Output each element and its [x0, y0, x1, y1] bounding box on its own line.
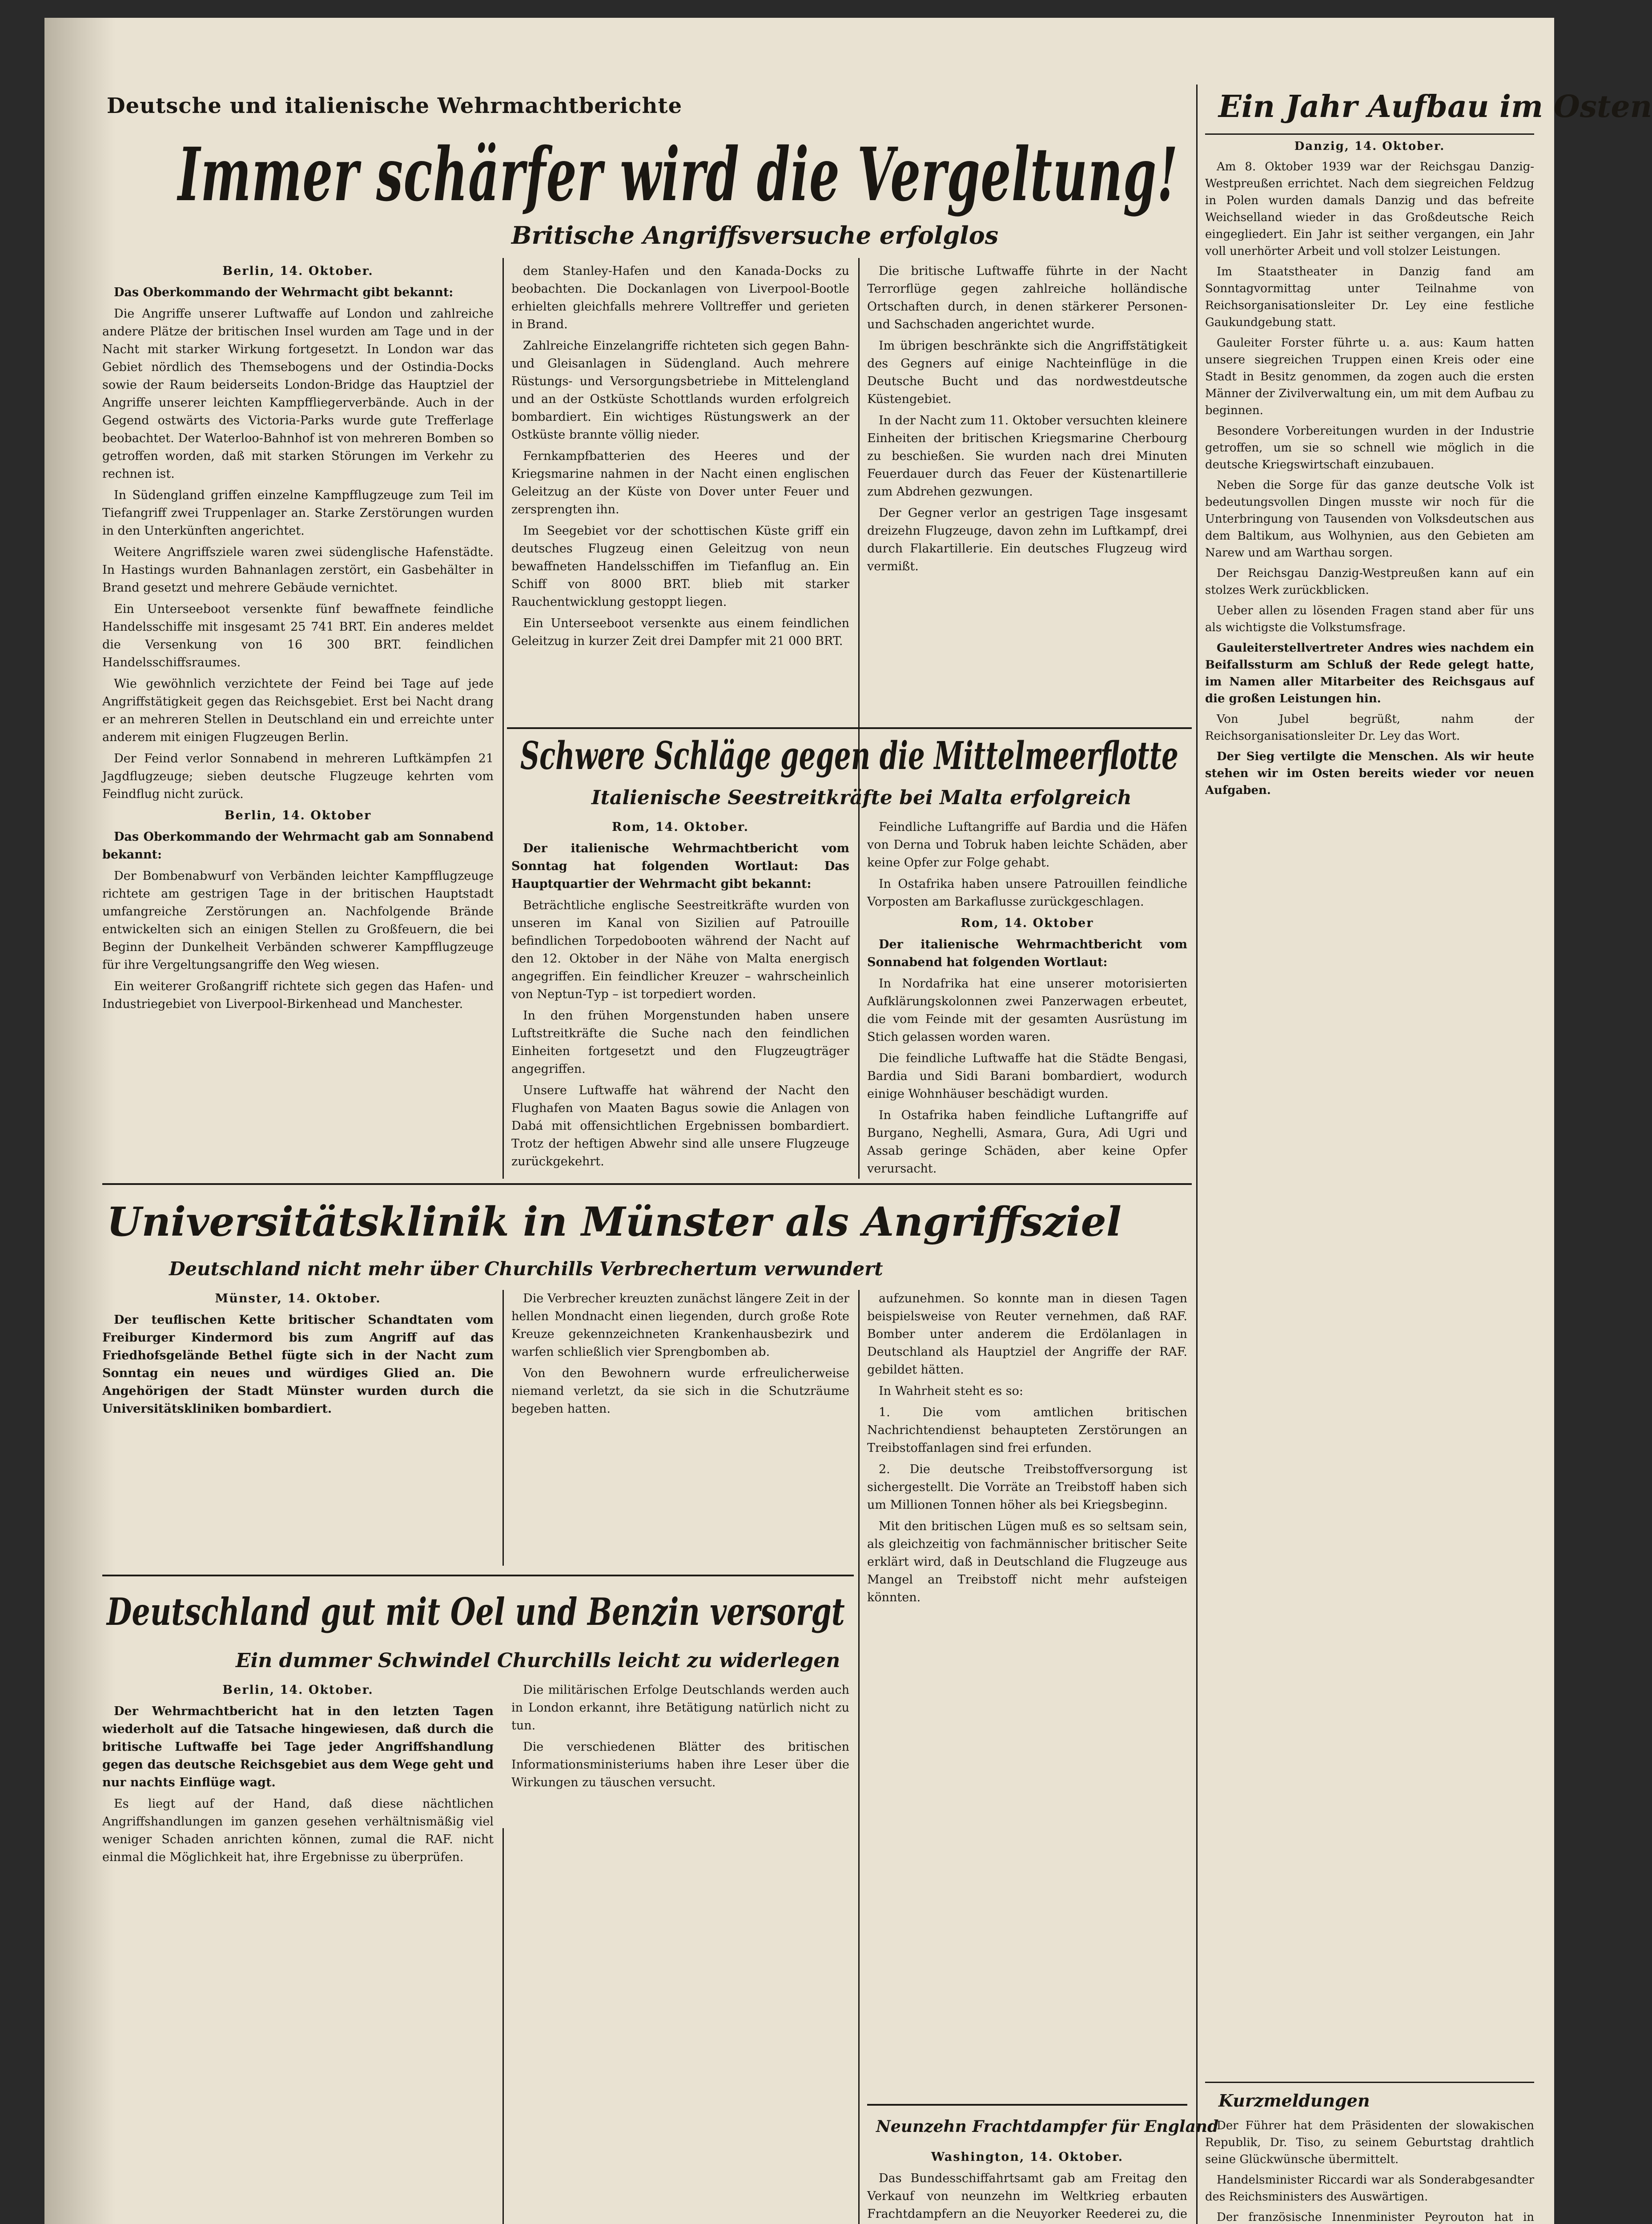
section-rule — [1205, 2082, 1534, 2083]
paragraph: aufzunehmen. So konnte man in diesen Tagen beispielsweise von Reuter vernehmen, daß RAF. Bomber unter anderem die Erdölanlagen in Deutschland als Hauptziel der Angriffe der RAF. gebildet hätten. — [867, 1292, 1187, 1377]
article-4-column-3 — [867, 1290, 1187, 2091]
paragraph: Der Sieg vertilgte die Menschen. Als wir heute stehen wir im Osten bereits wieder vor neuen Aufgaben. — [1205, 750, 1534, 797]
paragraph: Der teuflischen Kette britischer Schandtaten vom Freiburger Kindermord bis zum Angriff auf das Friedhofsgelände Bethel fügte sich in der Nacht zum Sonntag ein neues und würdiges Glied an. Die Angehörigen der Stadt Münster wurden durch die Universitätskliniken bombardiert. — [102, 1313, 494, 1416]
section-rule — [102, 1575, 854, 1576]
paragraph: Besondere Vorbereitungen wurden in der Industrie getroffen, um sie so schnell wie möglich in die deutsche Kriegswirtschaft einzubauen. — [1205, 424, 1534, 471]
paragraph: Der Reichsgau Danzig-Westpreußen kann auf ein stolzes Werk zurückblicken. — [1205, 567, 1534, 597]
dateline: Münster, 14. Oktober. — [215, 1292, 381, 1305]
kicker-line: Deutsche und italienische Wehrmachtberichte — [107, 93, 683, 118]
column-rule — [502, 258, 504, 1179]
article-4-column-1 — [102, 1681, 494, 2224]
dateline: Rom, 14. Oktober. — [611, 820, 749, 834]
article-2-subheadline: Italienische Seestreitkräfte bei Malta erfolgreich — [591, 786, 1132, 809]
main-headline: Immer schärfer wird die Vergeltung! — [178, 131, 1178, 218]
right-column-title: Ein Jahr Aufbau im Osten — [1218, 89, 1652, 125]
article-4-headline: Deutschland gut mit Oel und Benzin versorgt — [107, 1590, 845, 1634]
paragraph: Fernkampfbatterien des Heeres und der Kriegsmarine nahmen in der Nacht einen englischen Geleitzug an der Küste von Dover unter Feuer und zersprengten ihn. — [511, 449, 849, 516]
paragraph: In Ostafrika haben feindliche Luftangriffe auf Burgano, Neghelli, Asmara, Gura, Adi Ugri und Assab geringe Schäden, aber keine Opfer verursacht. — [867, 1108, 1187, 1176]
paragraph: Wie gewöhnlich verzichtete der Feind bei Tage auf jede Angriffstätigkeit gegen das Reichsgebiet. Erst bei Nacht drang er an mehreren Stellen in Deutschland ein und erreichte unter anderem mit einigen Flugzeugen Berlin. — [102, 677, 494, 744]
paragraph: Im übrigen beschränkte sich die Angriffstätigkeit des Gegners auf einige Nachteinflüge in die Deutsche Bucht und das nordwestdeutsche Küstengebiet. — [867, 339, 1187, 406]
paragraph: In Ostafrika haben unsere Patrouillen feindliche Vorposten am Barkaflusse zurückgeschlagen. — [867, 877, 1187, 909]
paragraph: Das Bundesschiffahrtsamt gab am Freitag den Verkauf von neunzehn im Weltkrieg erbauten Frachtdampfern an die Neuyorker Reederei zu, die — [867, 2172, 1187, 2221]
dateline: Berlin, 14. Oktober. — [222, 264, 374, 278]
section-rule — [507, 727, 1192, 729]
article-2-column-1 — [511, 818, 849, 1174]
paragraph: Gauleiterstellvertreter Andres wies nachdem ein Beifallssturm am Schluß der Rede gelegt hatte, im Namen aller Mitarbeiter des Reichsgaus auf die großen Leistungen hin. — [1205, 641, 1534, 705]
paragraph: Ein Unterseeboot versenkte fünf bewaffnete feindliche Handelsschiffe mit insgesamt 25 741 BRT. Ein anderes meldet die Versenkung von 16 300 BRT. feindlichen Handelsschiffsraumes. — [102, 602, 494, 669]
paragraph: Das Oberkommando der Wehrmacht gibt bekannt: — [114, 286, 454, 299]
article-5-headline: Neunzehn Frachtdampfer für England — [876, 2117, 1219, 2136]
column-rule — [502, 1828, 504, 2224]
paragraph: Der italienische Wehrmachtbericht vom Sonntag hat folgenden Wortlaut: Das Hauptquartier der Wehrmacht gibt bekannt: — [511, 842, 849, 891]
short-news-column — [1205, 2117, 1534, 2224]
article-4-column-2 — [511, 1681, 849, 2224]
right-column-body — [1205, 138, 1534, 2077]
dateline: Washington, 14. Oktober. — [931, 2150, 1124, 2164]
paragraph: 2. Die deutsche Treibstoffversorgung ist sichergestellt. Die Vorräte an Treibstoff haben sich um Millionen Tonnen höher als bei Kriegsbeginn. — [867, 1463, 1187, 1512]
article-2-column-2 — [867, 818, 1187, 1174]
paragraph: dem Stanley-Hafen und den Kanada-Docks zu beobachten. Die Dockanlagen von Liverpool-Bootle erhielten gleichfalls mehrere Volltreffer und gerieten in Brand. — [511, 264, 849, 331]
paragraph: 1. Die vom amtlichen britischen Nachrichtendienst behaupteten Zerstörungen an Treibstoffanlagen sind frei erfunden. — [867, 1406, 1187, 1455]
article-1-column-3 — [867, 262, 1187, 721]
paragraph: Ein Unterseeboot versenkte aus einem feindlichen Geleitzug in kurzer Zeit drei Dampfer mit 21 000 BRT. — [511, 616, 849, 648]
article-1-column-1 — [102, 262, 494, 1174]
paragraph: Im Staatstheater in Danzig fand am Sonntagvormittag unter Teilnahme von Reichsorganisationsleiter Dr. Ley eine festliche Gaukundgebung statt. — [1205, 265, 1534, 329]
dateline: Berlin, 14. Oktober. — [222, 1683, 374, 1697]
paragraph: Weitere Angriffsziele waren zwei südenglische Hafenstädte. In Hastings wurden Bahnanlagen zerstört, ein Gasbehälter in Brand gesetzt und mehrere Gebäude vernichtet. — [102, 545, 494, 595]
paragraph: Von den Bewohnern wurde erfreulicherweise niemand verletzt, da sie sich in die Schutzräume begeben hatten. — [511, 1366, 849, 1416]
article-3-column-2 — [511, 1290, 849, 1566]
paragraph: Zahlreiche Einzelangriffe richteten sich gegen Bahn- und Gleisanlagen in Südengland. Auch mehrere Rüstungs- und Versorgungsbetriebe in Mittelengland und an der Ostküste Schottlands wurden erfolgreich bombardiert. Ein wichtiges Rüstungswerk an der Ostküste brannte völlig nieder. — [511, 339, 849, 442]
article-2-headline: Schwere Schläge gegen die Mittelmeerflotte — [520, 733, 1179, 778]
column-rule — [502, 1290, 504, 1566]
paragraph: Der Gegner verlor an gestrigen Tage insgesamt dreizehn Flugzeuge, davon zehn im Luftkampf, drei durch Flakartillerie. Ein deutsches Flugzeug wird vermißt. — [867, 506, 1187, 573]
paragraph: Neben die Sorge für das ganze deutsche Volk ist bedeutungsvollen Dingen musste wir noch für die Unterbringung von Tausenden von Volksdeutschen aus dem Baltikum, aus Wolhynien, aus den Gebieten am Narew und am Warthau sorgen. — [1205, 479, 1534, 560]
short-news-heading: Kurzmeldungen — [1218, 2091, 1370, 2111]
paragraph: Unsere Luftwaffe hat während der Nacht den Flughafen von Maaten Bagus sowie die Anlagen von Dabá mit offensichtlichen Ergebnissen bombardiert. Trotz der heftigen Abwehr sind alle unsere Flugzeuge zurückgekehrt. — [511, 1084, 849, 1168]
paragraph: Im Seegebiet vor der schottischen Küste griff ein deutsches Flugzeug einen Geleitzug von neun bewaffneten Handelsschiffen im Tiefanflug an. Ein Schiff von 8000 BRT. blieb mit starker Rauchentwicklung gestoppt liegen. — [511, 524, 849, 609]
paragraph: Gauleiter Forster führte u. a. aus: Kaum hatten unsere siegreichen Truppen einen Kreis oder eine Stadt in Besitz genommen, da zogen auch die ersten Männer der Zivilverwaltung ein, um mit dem Aufbau zu beginnen. — [1205, 336, 1534, 417]
column-rule — [858, 258, 860, 1179]
paragraph: In Wahrheit steht es so: — [879, 1384, 1024, 1398]
paragraph: Die britische Luftwaffe führte in der Nacht Terrorflüge gegen zahlreiche holländische Ortschaften durch, in denen stärkerer Personen- und Sachschaden angerichtet wurde. — [867, 264, 1187, 331]
paragraph: In Nordafrika hat eine unserer motorisierten Aufklärungskolonnen zwei Panzerwagen erbeutet, die vom Feinde mit der gesamten Ausrüstung im Stich gelassen worden waren. — [867, 977, 1187, 1044]
paragraph: Ein weiterer Großangriff richtete sich gegen das Hafen- und Industriegebiet von Liverpool-Birkenhead und Manchester. — [102, 979, 494, 1011]
dateline: Berlin, 14. Oktober — [224, 809, 372, 822]
paragraph: In der Nacht zum 11. Oktober versuchten kleinere Einheiten der britischen Kriegsmarine Cherbourg zu beschießen. Sie wurden nach drei Minuten Feuerdauer durch das Feuer der Küstenartillerie zum Abdrehen gezwungen. — [867, 414, 1187, 499]
short-news-item: Der Führer hat dem Präsidenten der slowakischen Republik, Dr. Tiso, zu seinem Geburtstag drahtlich seine Glückwünsche übermittelt. — [1205, 2119, 1534, 2166]
article-4-subheadline: Ein dummer Schwindel Churchills leicht zu widerlegen — [236, 1649, 840, 1672]
paragraph: Die militärischen Erfolge Deutschlands werden auch in London erkannt, ihre Betätigung natürlich nicht zu tun. — [511, 1683, 849, 1732]
column-rule — [1196, 85, 1198, 2224]
section-rule — [102, 1183, 1192, 1185]
paragraph: Die verschiedenen Blätter des britischen Informationsministeriums haben ihre Leser über die Wirkungen zu täuschen versucht. — [511, 1740, 849, 1789]
paragraph: Der Feind verlor Sonnabend in mehreren Luftkämpfen 21 Jagdflugzeuge; sieben deutsche Flugzeuge kehrten vom Feindflug nicht zurück. — [102, 752, 494, 801]
paragraph: Die Verbrecher kreuzten zunächst längere Zeit in der hellen Mondnacht einen liegenden, durch große Rote Kreuze gekennzeichneten Krankenhausbezirk und warfen schließlich vier Sprengbomben ab. — [511, 1292, 849, 1359]
paragraph: Mit den britischen Lügen muß es so seltsam sein, als gleichzeitig von fachmännischer britischer Seite erklärt wird, daß in Deutschland die Flugzeuge aus Mangel an Treibstoff nicht mehr aufsteigen könnten. — [867, 1519, 1187, 1604]
dateline: Danzig, 14. Oktober. — [1294, 140, 1445, 153]
paragraph: Die Angriffe unserer Luftwaffe auf London und zahlreiche andere Plätze der britischen Insel wurden am Tage und in der Nacht mit starker Wirkung fortgesetzt. In London war das Gebiet nördlich des Themsebogens und der Ostindia-Docks sowie der Raum beiderseits London-Bridge das Hauptziel der Angriffe unserer leichten Kampffliegerverbände. Auch in der Gegend ostwärts des Victoria-Parks wurde gute Trefferlage beobachtet. Der Waterloo-Bahnhof ist von mehreren Bomben so getroffen worden, daß mit starken Störungen im Verkehr zu rechnen ist. — [102, 307, 494, 481]
section-rule — [867, 2104, 1187, 2106]
article-3-subheadline: Deutschland nicht mehr über Churchills Verbrechertum verwundert — [169, 1258, 883, 1280]
article-3-headline: Universitätsklinik in Münster als Angriffsziel — [107, 1198, 1121, 1245]
main-subheadline: Britische Angriffsversuche erfolglos — [511, 221, 999, 250]
paragraph: Beträchtliche englische Seestreitkräfte wurden von unseren im Kanal von Sizilien auf Patrouille befindlichen Torpedobooten während der Nacht auf den 12. Oktober in der Nähe von Malta energisch angegriffen. Ein feindlicher Kreuzer – wahrscheinlich von Neptun-Typ – ist torpediert worden. — [511, 898, 849, 1001]
paragraph: Das Oberkommando der Wehrmacht gab am Sonnabend bekannt: — [102, 830, 494, 862]
paragraph: In Südengland griffen einzelne Kampfflugzeuge zum Teil im Tiefangriff zwei Truppenlager an. Starke Zerstörungen wurden in den Unterkünften angerichtet. — [102, 488, 494, 538]
dateline: Rom, 14. Oktober — [961, 916, 1094, 930]
short-news-item: Der französische Innenminister Peyrouton hat in — [1217, 2211, 1534, 2224]
paragraph: Am 8. Oktober 1939 war der Reichsgau Danzig-Westpreußen errichtet. Nach dem siegreichen Feldzug in Polen wurden damals Danzig und das befreite Weichselland wieder in das Großdeutsche Reich eingegliedert. Ein Jahr ist seither vergangen, ein Jahr voll unerhörter Arbeit und voll stolzer Leistungen. — [1205, 160, 1534, 258]
paragraph: Der italienische Wehrmachtbericht vom Sonnabend hat folgenden Wortlaut: — [867, 938, 1187, 969]
paragraph: Von Jubel begrüßt, nahm der Reichsorganisationsleiter Dr. Ley das Wort. — [1205, 713, 1534, 743]
section-rule — [1205, 133, 1534, 135]
article-3-column-1 — [102, 1290, 494, 1566]
paragraph: Die feindliche Luftwaffe hat die Städte Bengasi, Bardia und Sidi Barani bombardiert, wodurch einige Wohnhäuser beschädigt wurden. — [867, 1052, 1187, 1101]
column-rule — [858, 1290, 860, 2224]
paragraph: Ueber allen zu lösenden Fragen stand aber für uns als wichtigste die Volkstumsfrage. — [1205, 604, 1534, 634]
paragraph: In den frühen Morgenstunden haben unsere Luftstreitkräfte die Suche nach den feindlichen Einheiten fortgesetzt und den Flugzeugträger angegriffen. — [511, 1009, 849, 1076]
article-1-column-2 — [511, 262, 849, 721]
paragraph: Es liegt auf der Hand, daß diese nächtlichen Angriffshandlungen im ganzen gesehen verhältnismäßig viel weniger Schaden anrichten können, zumal die RAF. nicht einmal die Möglichkeit hat, ihre Ergebnisse zu überprüfen. — [102, 1797, 494, 1864]
newspaper-page — [44, 18, 1652, 2224]
paragraph: Feindliche Luftangriffe auf Bardia und die Häfen von Derna und Tobruk haben leichte Schäden, aber keine Opfer zur Folge gehabt. — [867, 820, 1187, 870]
article-5-column — [867, 2148, 1187, 2224]
paragraph: Der Bombenabwurf von Verbänden leichter Kampfflugzeuge richtete am gestrigen Tage in der britischen Hauptstadt umfangreiche Zerstörungen an. Nachfolgende Brände entwickelten sich an einigen Stellen zu Großfeuern, die bei Beginn der Dunkelheit Verbänden schwerer Kampfflugzeuge für ihre Vergeltungsangriffe den Weg wiesen. — [102, 869, 494, 972]
paragraph: Der Wehrmachtbericht hat in den letzten Tagen wiederholt auf die Tatsache hingewiesen, daß durch die britische Luftwaffe bei Tage jeder Angriffshandlung gegen das deutsche Reichsgebiet aus dem Wege geht und nur nachts Einflüge wagt. — [102, 1704, 494, 1789]
short-news-item: Handelsminister Riccardi war als Sonderabgesandter des Reichsministers des Auswärtigen. — [1205, 2173, 1534, 2204]
